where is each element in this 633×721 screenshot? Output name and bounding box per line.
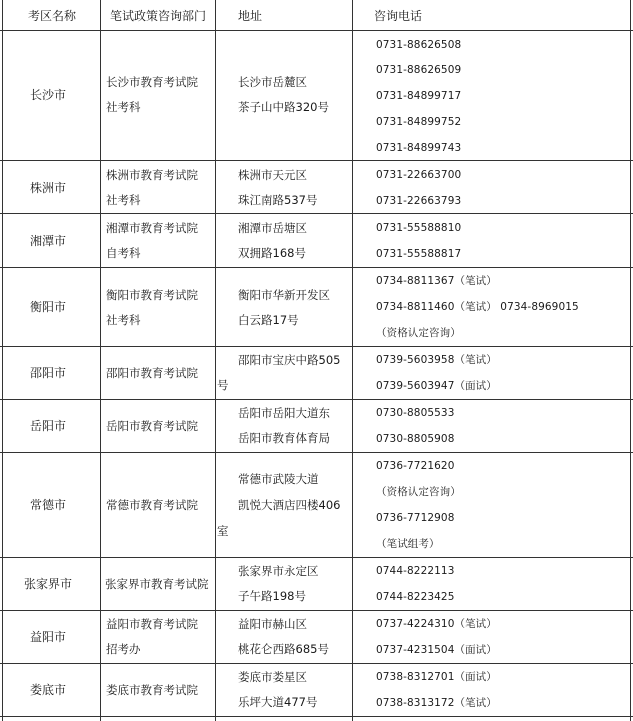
- phone-line: 0744-8222113: [376, 565, 455, 577]
- dept-line: 长沙市教育考试院: [106, 75, 198, 89]
- phone-line: 0737-4224310（笔试）: [376, 618, 497, 630]
- address-line: 茶子山中路320号: [238, 100, 329, 114]
- address-line: 张家界市永定区: [238, 564, 319, 578]
- dept-line: 衡阳市教育考试院: [106, 288, 198, 302]
- row-divider: [0, 610, 633, 611]
- phone-line: 0731-55588817: [376, 248, 462, 260]
- phone-line: 0731-84899743: [376, 142, 462, 154]
- phone-line: 0744-8223425: [376, 591, 455, 603]
- address-line: 常德市武陵大道: [238, 472, 319, 486]
- phone-line: 0736-7721620: [376, 460, 455, 472]
- address-line: 号: [217, 378, 229, 392]
- address-line: 乐坪大道477号: [238, 695, 318, 709]
- header-region: 考区名称: [28, 9, 77, 23]
- dept-line: 株洲市教育考试院: [106, 168, 198, 182]
- region-name: 株洲市: [30, 181, 67, 195]
- header-phone: 咨询电话: [374, 9, 423, 23]
- header-address: 地址: [238, 9, 263, 23]
- row-divider: [0, 663, 633, 664]
- address-line: 珠江南路537号: [238, 193, 318, 207]
- region-name: 邵阳市: [30, 366, 67, 380]
- phone-line: 0730-8805908: [376, 433, 455, 445]
- address-line: 株洲市天元区: [238, 168, 307, 182]
- phone-line: 0731-22663700: [376, 169, 462, 181]
- phone-line: 0737-4231504（面试）: [376, 644, 497, 656]
- phone-line: 0739-5603958（笔试）: [376, 354, 497, 366]
- region-name: 岳阳市: [30, 419, 67, 433]
- row-divider: [0, 399, 633, 400]
- address-line: 岳阳市岳阳大道东: [238, 406, 330, 420]
- phone-line: 0731-22663793: [376, 195, 462, 207]
- address-line: 湘潭市岳塘区: [238, 221, 307, 235]
- phone-line: 0731-84899752: [376, 116, 462, 128]
- address-line: 凯悦大酒店四楼406: [238, 498, 341, 512]
- column-divider: [100, 0, 101, 721]
- row-divider: [0, 346, 633, 347]
- dept-line: 常德市教育考试院: [106, 498, 198, 512]
- phone-line: 0734-8811367（笔试）: [376, 275, 497, 287]
- row-divider: [0, 452, 633, 453]
- region-name: 常德市: [30, 498, 67, 512]
- region-name: 张家界市: [24, 577, 73, 591]
- address-line: 岳阳市教育体育局: [238, 431, 330, 445]
- table-border-left: [2, 0, 3, 721]
- dept-line: 社考科: [106, 193, 141, 207]
- phone-line: 0731-88626509: [376, 64, 462, 76]
- dept-line: 娄底市教育考试院: [106, 683, 198, 697]
- dept-line: 招考办: [106, 642, 141, 656]
- address-line: 衡阳市华新开发区: [238, 288, 330, 302]
- row-divider: [0, 716, 633, 717]
- header-dept: 笔试政策咨询部门: [110, 9, 207, 23]
- dept-line: 邵阳市教育考试院: [106, 366, 198, 380]
- dept-line: 岳阳市教育考试院: [106, 419, 198, 433]
- dept-line: 张家界市教育考试院: [105, 577, 209, 591]
- address-line: 室: [217, 524, 229, 538]
- table-border-right: [630, 0, 631, 721]
- address-line: 子午路198号: [238, 589, 306, 603]
- phone-line: 0738-8312701（面试）: [376, 671, 497, 683]
- dept-line: 自考科: [106, 246, 141, 260]
- address-line: 长沙市岳麓区: [238, 75, 307, 89]
- address-line: 双拥路168号: [238, 246, 306, 260]
- row-divider: [0, 213, 633, 214]
- phone-line: 0738-8313172（笔试）: [376, 697, 497, 709]
- phone-line: 0736-7712908: [376, 512, 455, 524]
- row-divider: [0, 160, 633, 161]
- address-line: 娄底市娄星区: [238, 670, 307, 684]
- address-line: 桃花仑西路685号: [238, 642, 329, 656]
- phone-line: （资格认定咨询）: [376, 327, 461, 339]
- dept-line: 社考科: [106, 313, 141, 327]
- region-name: 衡阳市: [30, 300, 67, 314]
- row-divider: [0, 267, 633, 268]
- phone-line: 0731-84899717: [376, 90, 462, 102]
- address-line: 邵阳市宝庆中路505: [238, 353, 341, 367]
- phone-line: 0730-8805533: [376, 407, 455, 419]
- phone-line: 0734-8811460（笔试） 0734-8969015: [376, 301, 579, 313]
- region-name: 湘潭市: [30, 234, 67, 248]
- region-name: 长沙市: [30, 88, 67, 102]
- phone-line: 0739-5603947（面试）: [376, 380, 497, 392]
- dept-line: 社考科: [106, 100, 141, 114]
- region-name: 益阳市: [30, 630, 67, 644]
- region-name: 娄底市: [30, 683, 67, 697]
- row-divider: [0, 30, 633, 31]
- row-divider: [0, 557, 633, 558]
- phone-line: （资格认定咨询）: [376, 486, 461, 498]
- phone-line: 0731-88626508: [376, 39, 462, 51]
- dept-line: 湘潭市教育考试院: [106, 221, 198, 235]
- column-divider: [352, 0, 353, 721]
- address-line: 益阳市赫山区: [238, 617, 307, 631]
- address-line: 白云路17号: [238, 313, 299, 327]
- column-divider: [215, 0, 216, 721]
- phone-line: 0731-55588810: [376, 222, 462, 234]
- phone-line: （笔试组考）: [376, 538, 440, 550]
- dept-line: 益阳市教育考试院: [106, 617, 198, 631]
